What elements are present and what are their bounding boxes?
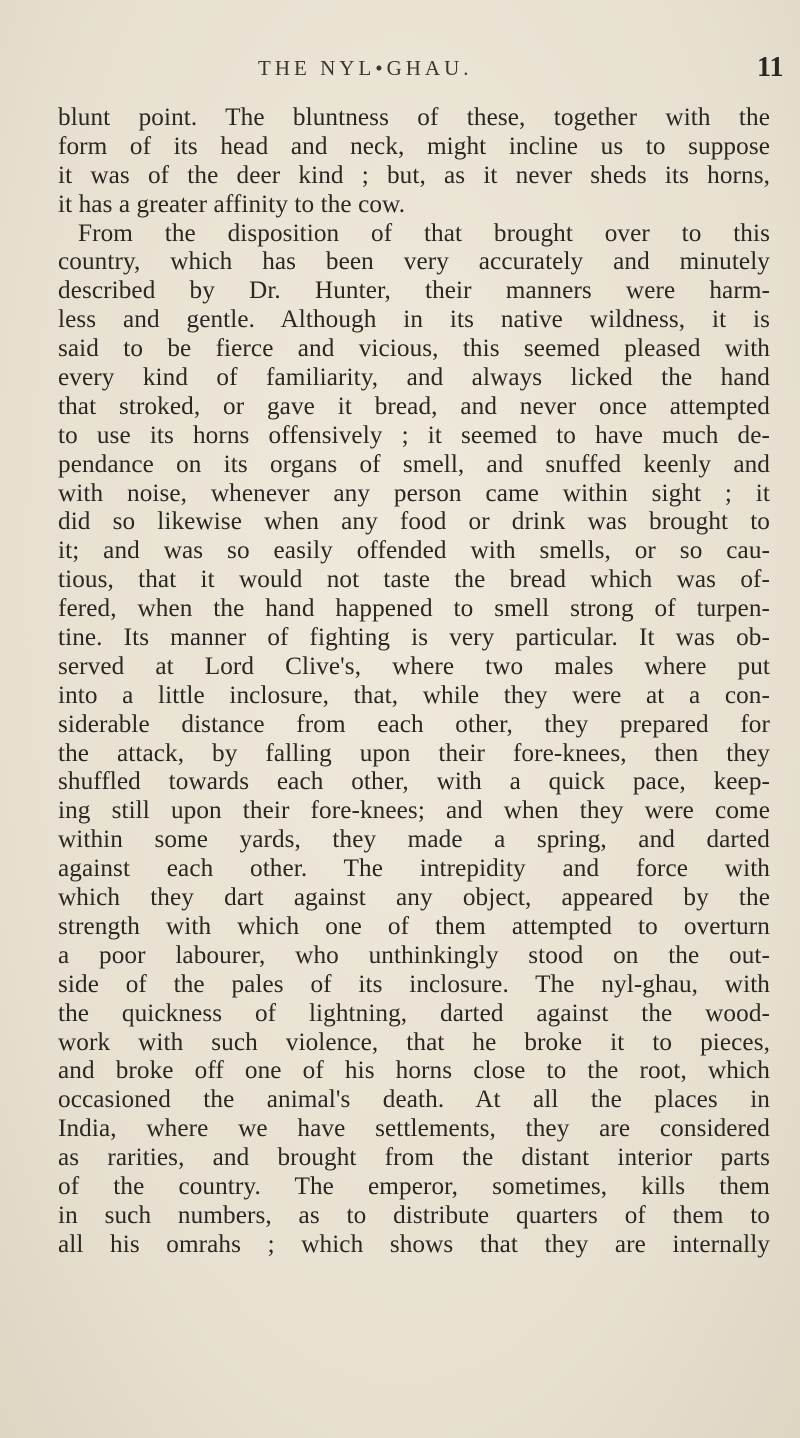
text-line: every kind of familiarity, and always licked the hand: [58, 364, 770, 392]
text-line: work with such violence, that he broke it to pieces,: [58, 1028, 770, 1056]
text-line: and broke off one of his horns close to the root, which: [58, 1057, 770, 1085]
text-line: against each other. The intrepidity and force with: [58, 855, 770, 883]
text-line: of the country. The emperor, sometimes, kills them: [58, 1172, 770, 1200]
text-line: strength with which one of them attempted to overturn: [58, 912, 770, 940]
text-line: it has a greater affinity to the cow.: [58, 190, 406, 218]
text-line: it was of the deer kind ; but, as it never sheds its horns,: [58, 161, 770, 189]
text-line: said to be fierce and vicious, this seemed pleased with: [58, 335, 770, 363]
text-line: it; and was so easily offended with smells, or so cau-: [58, 537, 770, 565]
page-number: 11: [757, 52, 784, 83]
body-text: [58, 104, 770, 1260]
text-line: ing still upon their fore-knees; and when they were come: [58, 797, 770, 825]
text-line: all his omrahs ; which shows that they are internally: [58, 1230, 770, 1258]
text-line: India, where we have settlements, they are considered: [58, 1115, 770, 1143]
text-line: described by Dr. Hunter, their manners were harm-: [58, 277, 770, 305]
text-line: that stroked, or gave it bread, and never once attempted: [58, 392, 770, 420]
text-line: siderable distance from each other, they prepared for: [58, 710, 770, 738]
text-line: a poor labourer, who unthinkingly stood on the out-: [58, 941, 770, 969]
text-line: served at Lord Clive's, where two males where put: [58, 652, 770, 680]
text-line: occasioned the animal's death. At all the places in: [58, 1086, 770, 1114]
text-line: blunt point. The bluntness of these, together with the: [58, 104, 770, 131]
text-line: the attack, by falling upon their fore-knees, then they: [58, 739, 770, 767]
text-line: within some yards, they made a spring, and darted: [58, 826, 770, 854]
text-line: pendance on its organs of smell, and snuffed keenly and: [58, 450, 770, 478]
text-line: side of the pales of its inclosure. The nyl-ghau, with: [58, 970, 770, 998]
text-line: tious, that it would not taste the bread which was of-: [58, 566, 770, 594]
running-head: [0, 52, 800, 92]
text-line: form of its head and neck, might incline us to suppose: [58, 132, 770, 160]
text-line: with noise, whenever any person came within sight ; it: [58, 479, 770, 507]
text-line: as rarities, and brought from the distant interior parts: [58, 1144, 770, 1172]
text-line: which they dart against any object, appeared by the: [58, 884, 770, 912]
text-line: tine. Its manner of fighting is very particular. It was ob-: [58, 624, 770, 652]
text-line: the quickness of lightning, darted against the wood-: [58, 999, 770, 1027]
text-line: in such numbers, as to distribute quarters of them to: [58, 1201, 770, 1229]
running-title: THE NYL•GHAU.: [258, 56, 473, 80]
text-line: less and gentle. Although in its native wildness, it is: [58, 306, 770, 334]
text-line: country, which has been very accurately and minutely: [58, 248, 770, 276]
text-line: did so likewise when any food or drink was brought to: [58, 508, 770, 536]
text-line: to use its horns offensively ; it seemed to have much de-: [58, 421, 770, 449]
text-line: into a little inclosure, that, while they were at a con-: [58, 681, 770, 709]
text-line: shuffled towards each other, with a quick pace, keep-: [58, 768, 770, 796]
text-line: From the disposition of that brought over to this: [78, 219, 770, 247]
text-line: fered, when the hand happened to smell strong of turpen-: [58, 595, 770, 623]
